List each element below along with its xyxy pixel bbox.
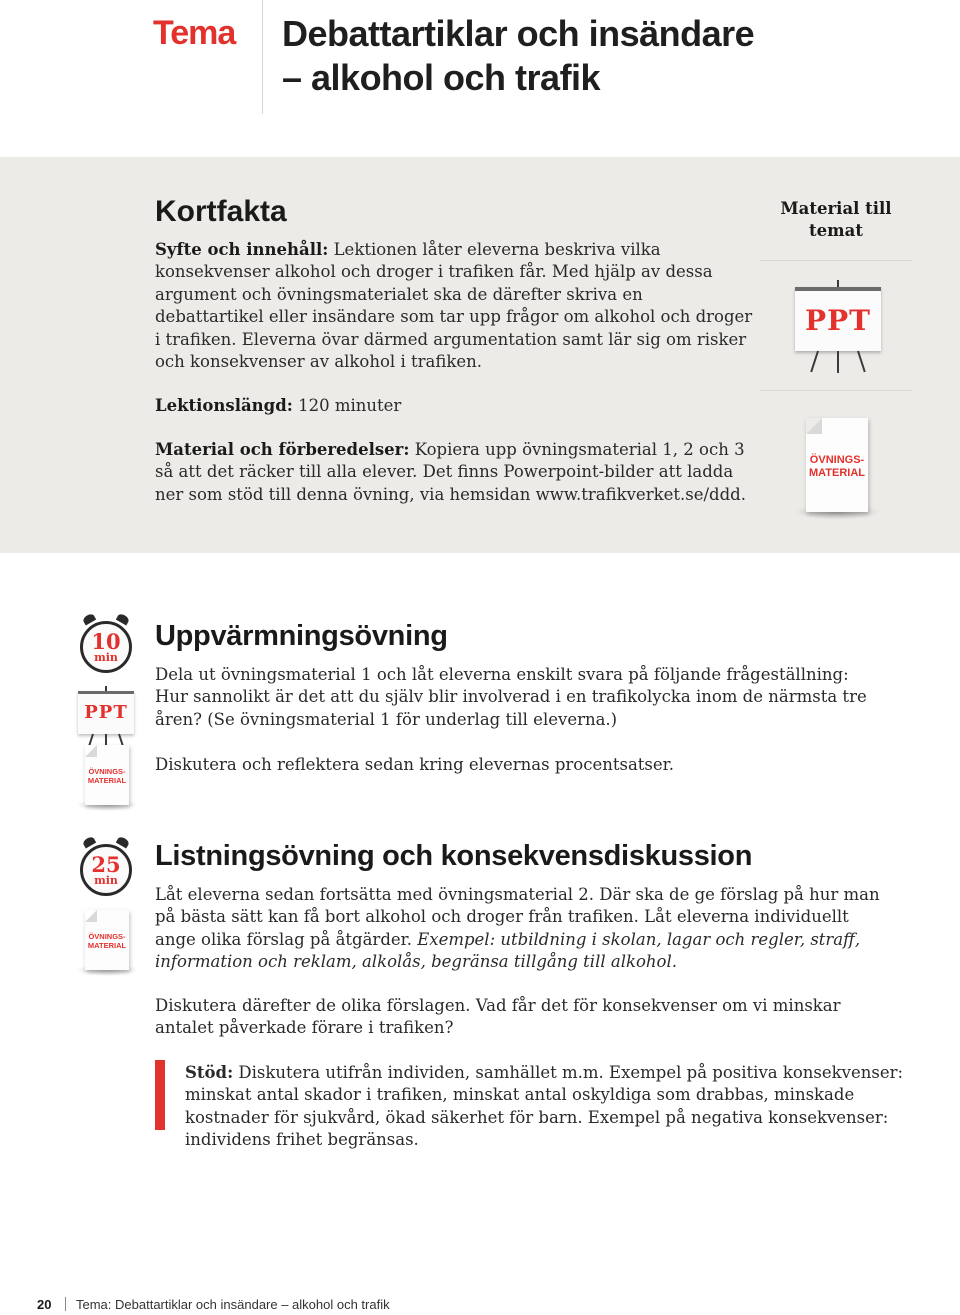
section-heading-warmup: Uppvärmningsövning <box>155 620 448 652</box>
footer-divider <box>65 1297 66 1311</box>
timer-unit: min <box>94 651 118 664</box>
purpose-paragraph <box>155 239 755 373</box>
page-title-line1: Debattartiklar och insändare <box>282 13 755 54</box>
ppt-small-icon-label: PPT <box>84 702 128 723</box>
lesson-length-value: 120 minuter <box>298 396 402 415</box>
lesson-length-label: Lektionslängd: <box>155 396 293 415</box>
materials-label: Material och förberedelser: <box>155 440 410 459</box>
document-icon-label: ÖVNINGS- MATERIAL <box>808 454 865 479</box>
listing-paragraph-1-text: Låt eleverna sedan fortsätta med övningsmaterial 2. Där ska de ge förslag på hur man på bästa sätt kan få bort alkohol och droger från trafiken. Låt eleverna individuellt ange olika förslag på åtgärder. <box>155 885 880 949</box>
purpose-label: Syfte och innehåll: <box>155 240 329 259</box>
listing-paragraph-2: Diskutera därefter de olika förslagen. Vad får det för konsekvenser om vi minskar antalet påverkade förare i trafiken? <box>155 996 841 1038</box>
document-small-icon <box>80 910 134 976</box>
page-title-line2: – alkohol och trafik <box>282 57 601 98</box>
page-title <box>282 12 902 100</box>
ppt-small-icon <box>78 686 134 748</box>
header-divider <box>262 0 263 114</box>
timer-unit: min <box>94 874 118 887</box>
warmup-paragraph-1: Dela ut övningsmaterial 1 och låt eleverna enskilt svara på följande frågeställning: Hur sannolikt är det att du själv blir involverad i en trafikolycka inom de närmsta tre åren? (Se övningsmaterial 1 för underlag till eleverna.) <box>155 665 867 729</box>
section-heading-listing: Listningsövning och konsekvensdiskussion <box>155 840 753 872</box>
document-small-icon-label: ÖVNINGS- MATERIAL <box>87 932 127 950</box>
materials-text: Kopiera upp övningsmaterial 1, 2 och 3 så att det räcker till alla elever. Det finns Powerpoint-bilder att ladda ner som stöd till denna övning, via hemsidan www.trafikverket.se/ddd. <box>155 440 746 504</box>
page-number: 20 <box>37 1297 52 1312</box>
ppt-icon <box>795 280 881 375</box>
timer-25-min-icon <box>80 838 132 898</box>
timer-number: 10 <box>91 629 121 654</box>
ppt-icon-label: PPT <box>805 304 871 337</box>
material-side-title: Material till temat <box>780 199 892 240</box>
theme-tag: Tema <box>153 14 236 52</box>
timer-10-min-icon <box>80 615 132 675</box>
lesson-length <box>155 395 755 417</box>
listing-paragraph-1 <box>155 884 885 974</box>
document-small-icon-label: ÖVNINGS- MATERIAL <box>87 767 127 785</box>
materials-paragraph <box>155 439 755 506</box>
footer-title: Tema: Debattartiklar och insändare – alkohol och trafik <box>76 1297 390 1312</box>
document-icon <box>800 418 874 522</box>
warmup-paragraph-2: Diskutera och reflektera sedan kring elevernas procentsatser. <box>155 755 674 774</box>
purpose-text: Lektionen låter eleverna beskriva vilka konsekvenser alkohol och droger i trafiken får. Med hjälp av dessa argument och övningsmaterialet ska de därefter skriva en debattartikel eller insändare som tar upp frågor om alkohol och droger i trafiken. Eleverna övar därmed argumentation samt lär sig om risker och konsekvenser av alkohol i trafiken. <box>155 240 753 372</box>
timer-number: 25 <box>91 852 121 877</box>
fact-box-heading: Kortfakta <box>155 195 287 228</box>
support-accent-bar <box>155 1060 165 1130</box>
material-separator-2 <box>760 390 912 391</box>
support-text: Diskutera utifrån individen, samhället m.m. Exempel på positiva konsekvenser: minskat antal skador i trafiken, minskat antal oskyldiga som drabbas, minskade kostnader för sjukvård, ökad säkerhet för barn. Exempel på negativa konsekvenser: individens frihet begränsas. <box>185 1063 904 1150</box>
document-small-icon <box>80 745 134 811</box>
support-label: Stöd: <box>185 1063 234 1082</box>
material-separator <box>760 260 912 261</box>
listing-paragraph-1-example: Exempel: utbildning i skolan, lagar och regler, straff, information och reklam, alkolås, begränsa tillgång till alkohol. <box>155 929 861 972</box>
support-paragraph <box>185 1062 915 1152</box>
